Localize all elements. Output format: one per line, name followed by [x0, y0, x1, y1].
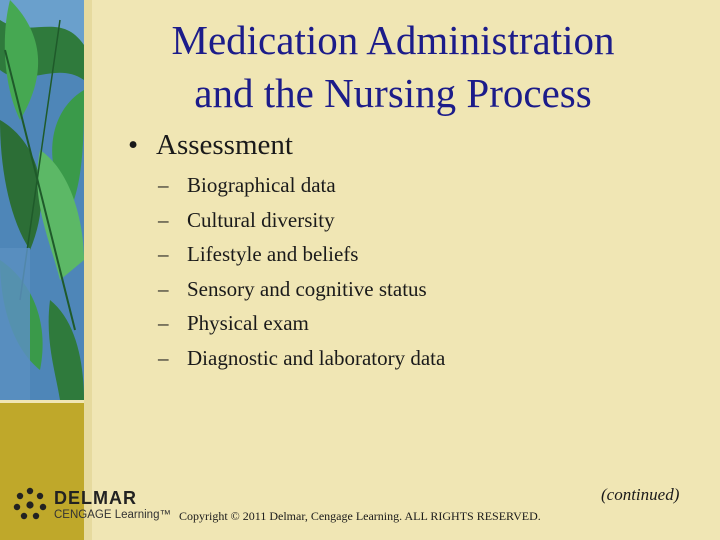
continued-label: (continued): [601, 485, 680, 504]
dash-marker: –: [158, 207, 169, 232]
list-item-text: Sensory and cognitive status: [187, 276, 427, 301]
list-item: [158, 203, 445, 238]
dash-marker: –: [158, 311, 169, 336]
delmar-cluster-icon: [12, 487, 48, 523]
logo-name: DELMAR: [54, 488, 137, 508]
dash-marker: –: [158, 242, 169, 267]
bullet-text: Assessment: [156, 129, 293, 161]
list-item: [158, 237, 445, 272]
main-bullet: [128, 126, 293, 164]
list-item: [158, 306, 445, 341]
decorative-sidebar: [0, 0, 92, 540]
leaf-art-image: [0, 0, 84, 400]
dash-marker: –: [158, 173, 169, 197]
bullet-marker: •: [128, 129, 139, 161]
list-item-text: Physical exam: [187, 311, 309, 336]
list-item: [158, 168, 445, 203]
list-item-text: Diagnostic and laboratory data: [187, 345, 446, 370]
list-item: [158, 272, 445, 307]
logo-subtitle: CENGAGE Learning™: [54, 509, 171, 521]
list-item-text: Lifestyle and beliefs: [187, 242, 359, 267]
sidebar-edge: [84, 0, 92, 540]
list-item-text: Biographical data: [187, 173, 336, 197]
publisher-logo: [12, 487, 182, 527]
list-item-text: Cultural diversity: [187, 207, 335, 232]
title-line-2: and the Nursing Process: [194, 70, 592, 116]
slide-title: [120, 14, 666, 120]
title-line-1: Medication Administration: [171, 17, 615, 63]
dash-marker: –: [158, 276, 169, 301]
list-item: [158, 341, 445, 376]
dash-marker: –: [158, 345, 169, 370]
copyright-text: Copyright © 2011 Delmar, Cengage Learning. ALL RIGHTS RESERVED.: [179, 509, 541, 523]
assessment-sublist: [158, 168, 445, 376]
